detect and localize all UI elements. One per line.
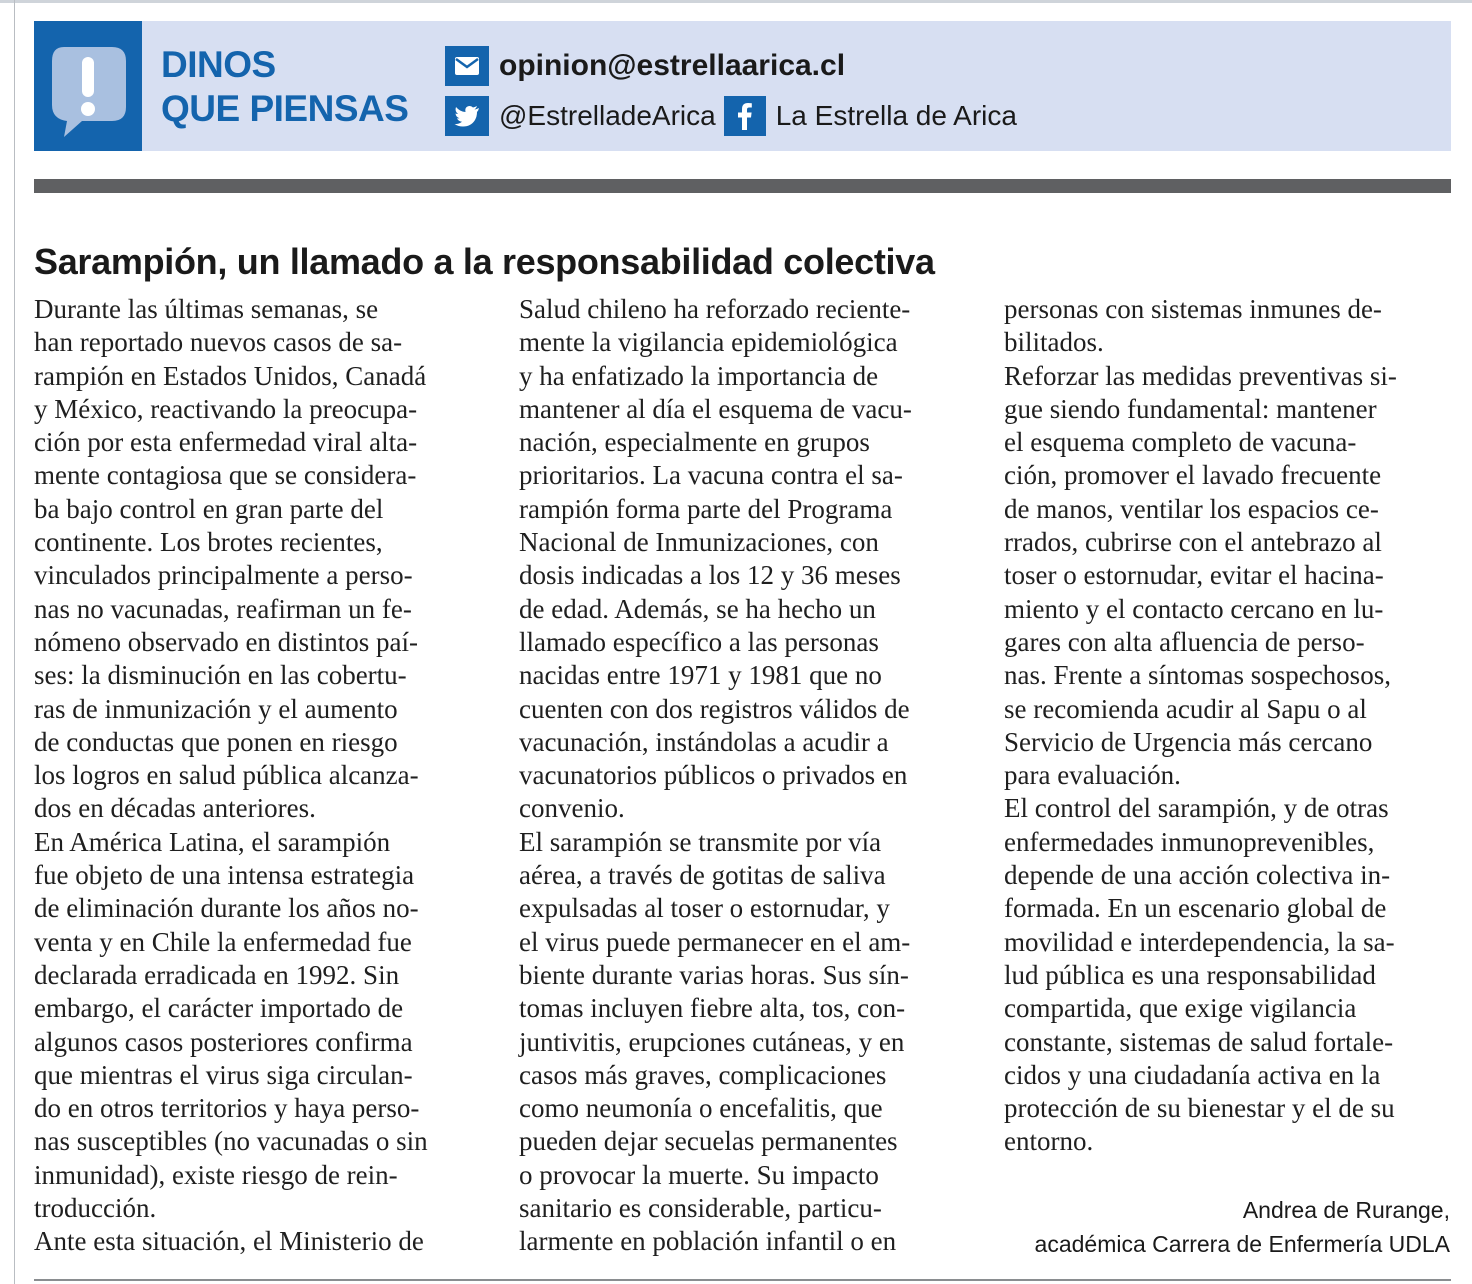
article-line: Nacional de Inmunizaciones, con [519, 527, 879, 558]
article-line: nas susceptibles (no vacunadas o sin [34, 1126, 428, 1157]
article-line: de conductas que ponen en riesgo [34, 726, 398, 757]
article-line: expulsadas al toser o estornudar, y [519, 893, 890, 924]
author-signature [1035, 1193, 1450, 1261]
article-line: Reforzar las medidas preventivas si- [1004, 360, 1397, 391]
social-row [445, 96, 1017, 136]
article-line: y México, reactivando la preocupa- [34, 393, 418, 424]
article-line: nación, especialmente en grupos [519, 427, 870, 458]
article-line: venta y en Chile la enfermedad fue [34, 926, 412, 957]
article-line: rrados, cubrirse con el antebrazo al [1004, 527, 1382, 558]
article-line: embargo, el carácter importado de [34, 993, 404, 1024]
facebook-page-link[interactable]: La Estrella de Arica [775, 100, 1017, 131]
article-headline: Sarampión, un llamado a la responsabilidad colectiva [34, 241, 935, 283]
article-line: como neumonía o encefalitis, que [519, 1093, 883, 1124]
article-line: ba bajo control en gran parte del [34, 493, 384, 524]
article-line: dosis indicadas a los 12 y 36 meses [519, 560, 901, 591]
article-line: juntivitis, erupciones cutáneas, y en [519, 1026, 905, 1057]
section-title-line-2: QUE PIENSAS [161, 88, 409, 129]
article-line: algunos casos posteriores confirma [34, 1026, 413, 1057]
article-line: pueden dejar secuelas permanentes [519, 1126, 898, 1157]
article-line: toser o estornudar, evitar el hacina- [1004, 560, 1384, 591]
section-title [161, 43, 408, 131]
article-line: el virus puede permanecer en el am- [519, 926, 911, 957]
article-line: ras de inmunización y el aumento [34, 693, 398, 724]
opinion-badge [34, 21, 142, 151]
article-line: troducción. [34, 1193, 157, 1224]
author-name: Andrea de Rurange, [1242, 1197, 1450, 1223]
page-left-rule [14, 0, 15, 1284]
article-line: Durante las últimas semanas, se [34, 294, 379, 324]
author-role: académica Carrera de Enfermería UDLA [1034, 1231, 1450, 1257]
article-line: protección de su bienestar y el de su [1004, 1093, 1395, 1124]
article-column-2 [519, 293, 965, 1259]
article-line: aérea, a través de gotitas de saliva [519, 860, 886, 891]
article-line: formada. En un escenario global de [1004, 893, 1387, 924]
article-column-3 [1004, 293, 1450, 1159]
article-line: tomas incluyen fiebre alta, tos, con- [519, 993, 906, 1024]
article-line: vinculados principalmente a perso- [34, 560, 413, 591]
envelope-icon [445, 46, 489, 86]
article-line: movilidad e interdependencia, la sa- [1004, 926, 1395, 957]
article-line: constante, sistemas de salud fortale- [1004, 1026, 1394, 1057]
article-line: mantener al día el esquema de vacu- [519, 393, 912, 424]
section-title-line-1: DINOS [161, 44, 276, 85]
article-line: enfermedades inmunoprevenibles, [1004, 826, 1375, 857]
opinion-header-band [34, 21, 1451, 151]
section-divider-bar [34, 179, 1451, 193]
article-line: de eliminación durante los años no- [34, 893, 419, 924]
article-line: personas con sistemas inmunes de- [1004, 294, 1382, 324]
article-line: inmunidad), existe riesgo de rein- [34, 1159, 398, 1190]
article-line: mente la vigilancia epidemiológica [519, 327, 898, 358]
article-line: biente durante varias horas. Sus sín- [519, 959, 909, 990]
article-line: nas. Frente a síntomas sospechosos, [1004, 660, 1391, 691]
article-line: nómeno observado en distintos paí- [34, 626, 418, 657]
article-line: rampión en Estados Unidos, Canadá [34, 360, 427, 391]
article-line: sanitario es considerable, particu- [519, 1193, 882, 1224]
article-line: entorno. [1004, 1126, 1094, 1157]
twitter-handle-link[interactable]: @EstrelladeArica [499, 100, 716, 131]
article-line: bilitados. [1004, 327, 1104, 358]
article-line: En América Latina, el sarampión [34, 826, 391, 857]
article-line: El sarampión se transmite por vía [519, 826, 882, 857]
twitter-bird-icon [445, 96, 489, 136]
article-line: vacunatorios públicos o privados en [519, 760, 908, 791]
article-line: Servicio de Urgencia más cercano [1004, 726, 1373, 757]
article-line: para evaluación. [1004, 760, 1181, 791]
article-line: los logros en salud pública alcanza- [34, 760, 419, 791]
article-line: nacidas entre 1971 y 1981 que no [519, 660, 882, 691]
article-line: dos en décadas anteriores. [34, 793, 316, 824]
article-line: ción, promover el lavado frecuente [1004, 460, 1382, 491]
article-line: ción por esta enfermedad viral alta- [34, 427, 418, 458]
article-line: llamado específico a las personas [519, 626, 879, 657]
article-line: declarada erradicada en 1992. Sin [34, 959, 400, 990]
article-line: han reportado nuevos casos de sa- [34, 327, 403, 358]
email-link[interactable]: opinion@estrellaarica.cl [499, 49, 846, 82]
article-line: o provocar la muerte. Su impacto [519, 1159, 879, 1190]
article-line: nas no vacunadas, reafirman un fe- [34, 593, 412, 624]
article-line: vacunación, instándolas a acudir a [519, 726, 889, 757]
article-line: Ante esta situación, el Ministerio de [34, 1226, 424, 1257]
article-line: cidos y una ciudadanía activa en la [1004, 1059, 1381, 1090]
email-row [445, 46, 845, 86]
article-line: miento y el contacto cercano en lu- [1004, 593, 1384, 624]
article-line: lud pública es una responsabilidad [1004, 959, 1376, 990]
facebook-f-icon [724, 96, 766, 136]
article-line: rampión forma parte del Programa [519, 493, 893, 524]
article-line: depende de una acción colectiva in- [1004, 860, 1391, 891]
article-line: larmente en población infantil o en [519, 1226, 897, 1257]
article-line: prioritarios. La vacuna contra el sa- [519, 460, 903, 491]
article-line: de manos, ventilar los espacios ce- [1004, 493, 1379, 524]
article-line: continente. Los brotes recientes, [34, 527, 383, 558]
article-line: casos más graves, complicaciones [519, 1059, 887, 1090]
article-column-1 [34, 293, 480, 1259]
page-top-rule [0, 0, 1472, 3]
article-line: fue objeto de una intensa estrategia [34, 860, 415, 891]
article-line: El control del sarampión, y de otras [1004, 793, 1389, 824]
article-line: gares con alta afluencia de perso- [1004, 626, 1365, 657]
article-line: gue siendo fundamental: mantener [1004, 393, 1377, 424]
article-line: se recomienda acudir al Sapu o al [1004, 693, 1367, 724]
article-line: ses: la disminución en las cobertu- [34, 660, 407, 691]
article-line: que mientras el virus siga circulan- [34, 1059, 413, 1090]
article-line: Salud chileno ha reforzado reciente- [519, 294, 911, 324]
article-line: cuenten con dos registros válidos de [519, 693, 910, 724]
article-line: mente contagiosa que se considera- [34, 460, 417, 491]
article-line: convenio. [519, 793, 625, 824]
article-line: do en otros territorios y haya perso- [34, 1093, 420, 1124]
exclamation-speech-bubble-icon [34, 21, 142, 151]
article-line: y ha enfatizado la importancia de [519, 360, 879, 391]
article-line: compartida, que exige vigilancia [1004, 993, 1357, 1024]
page-bottom-rule [34, 1279, 1451, 1281]
article-line: de edad. Además, se ha hecho un [519, 593, 876, 624]
article-line: el esquema completo de vacuna- [1004, 427, 1357, 458]
